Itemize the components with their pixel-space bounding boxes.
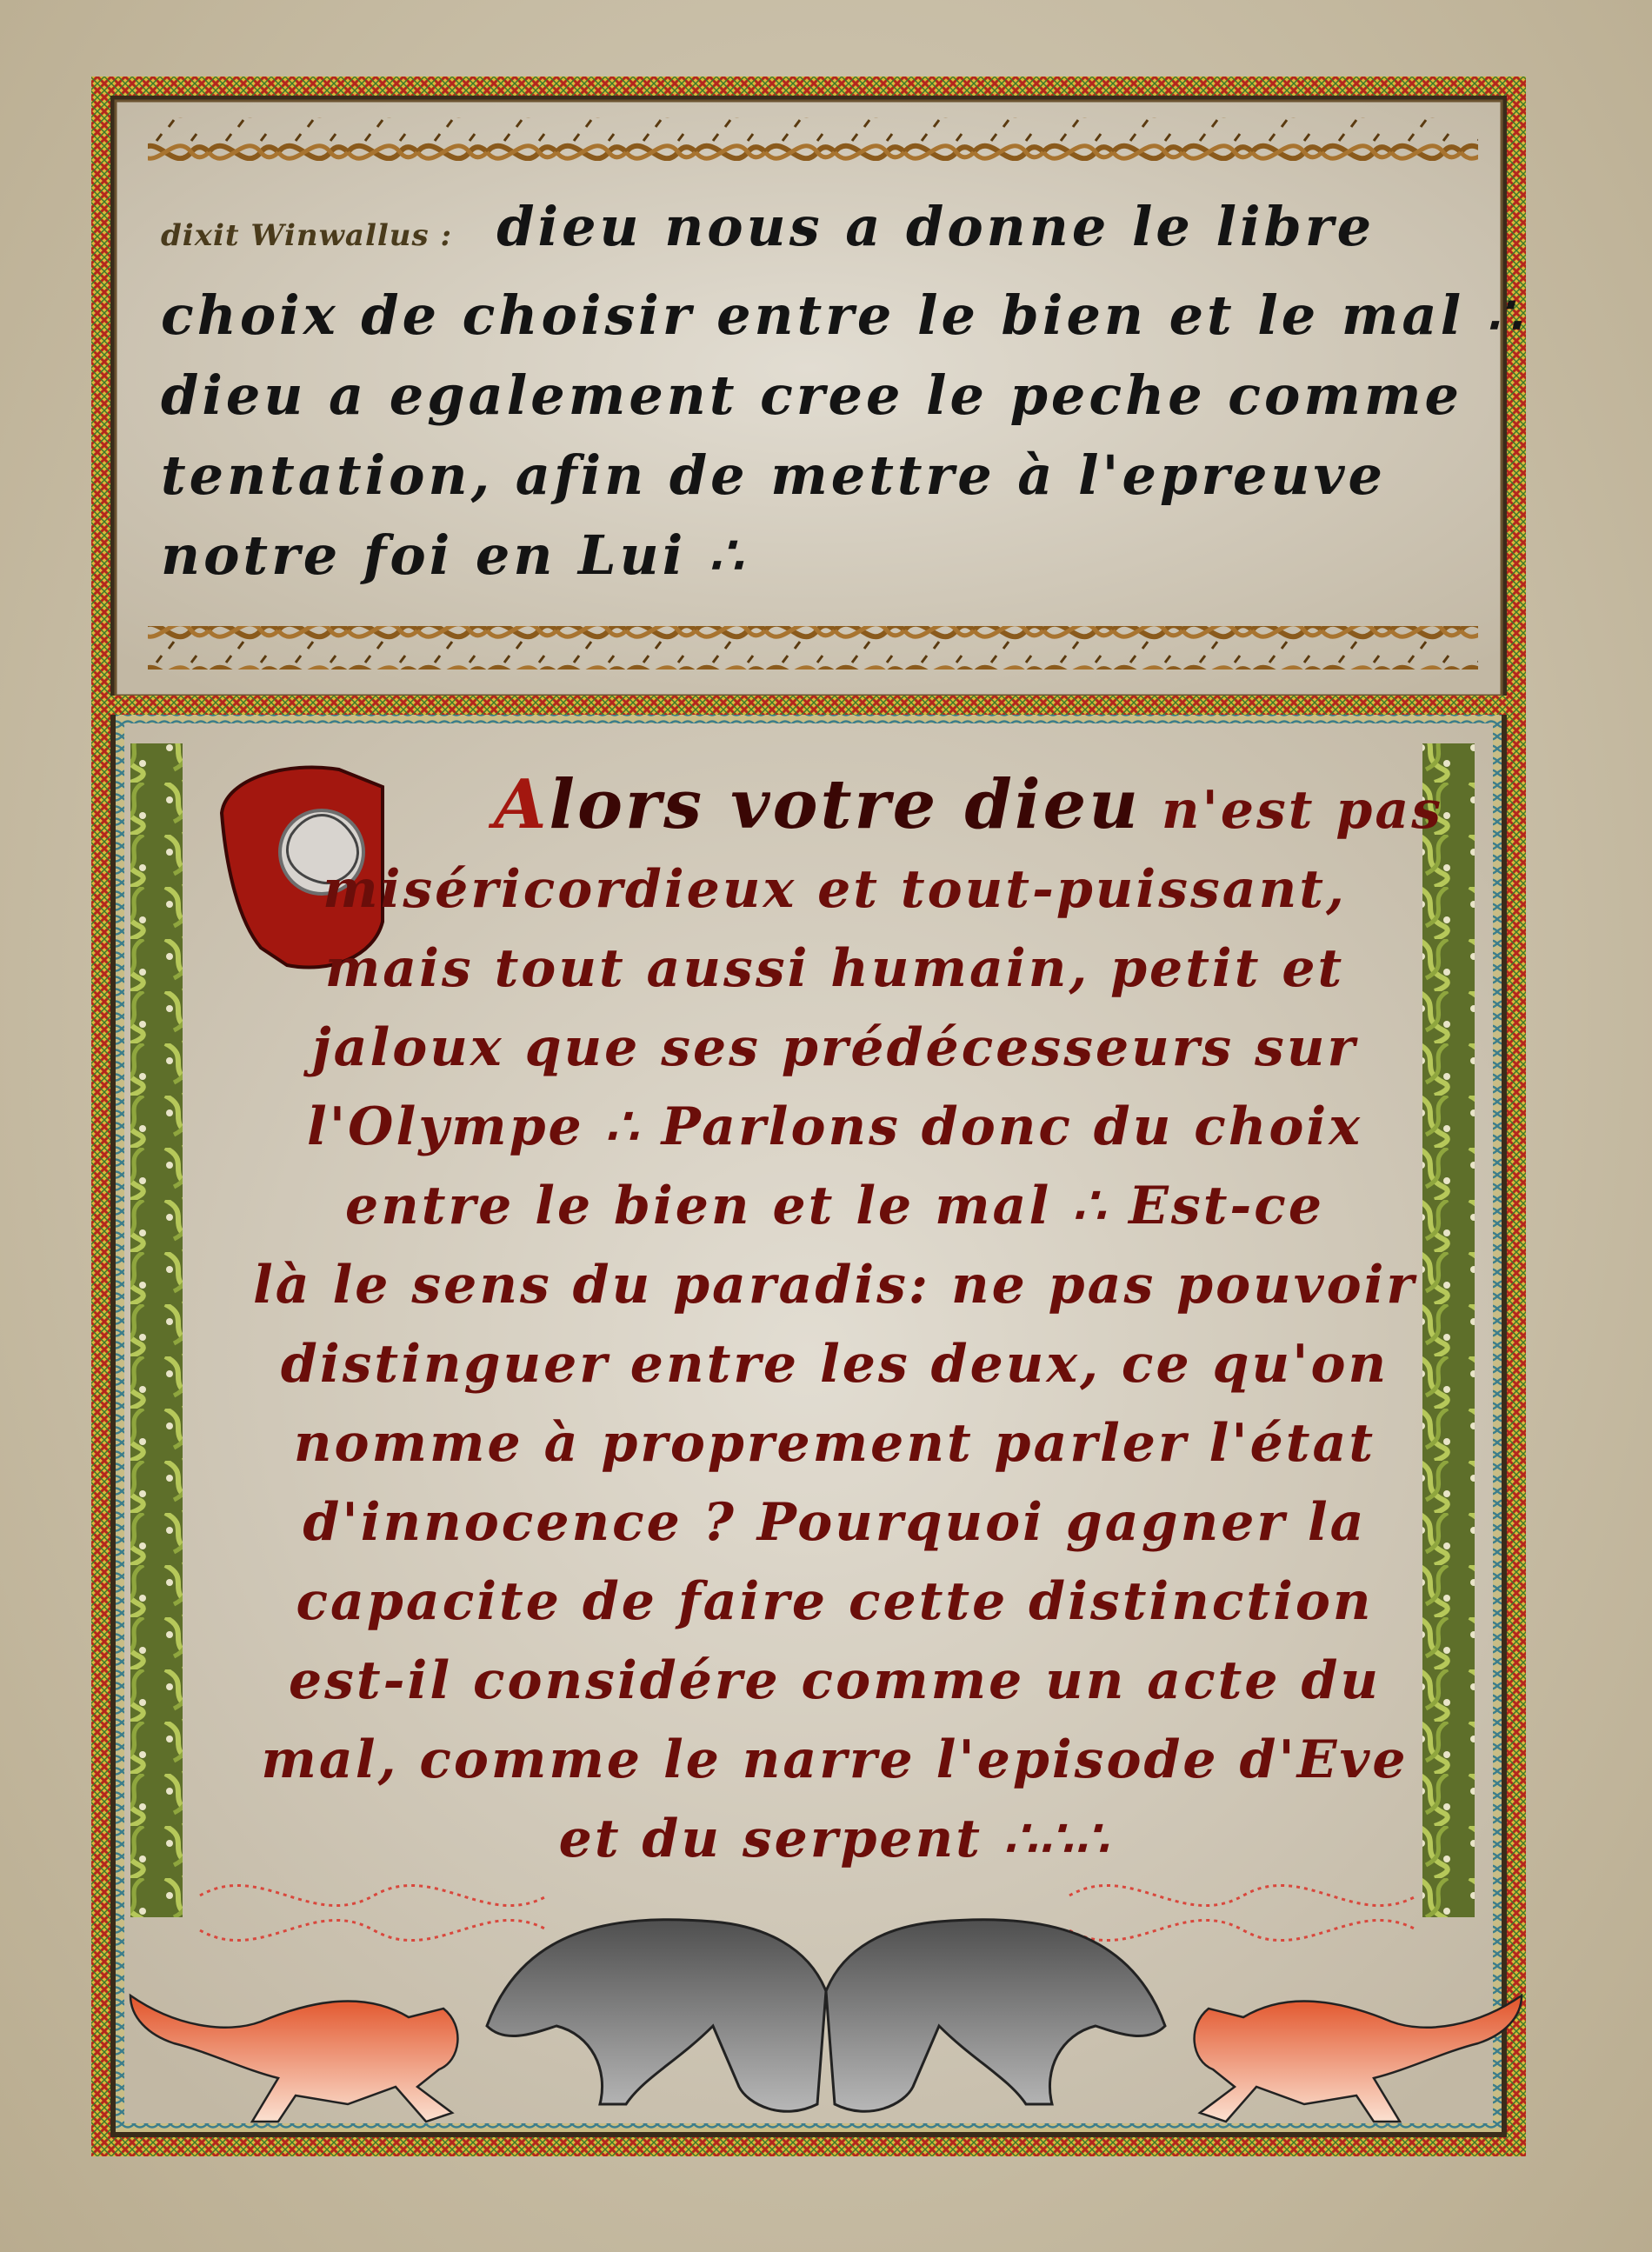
bottom-text-line: miséricordieux et tout-puissant,	[323, 859, 1347, 920]
bottom-text-line: est-il considére comme un acte du	[288, 1650, 1382, 1711]
top-text-line: dieu a egalement cree le peche comme	[161, 363, 1462, 427]
top-text-line: notre foi en Lui ∴	[161, 523, 747, 587]
bottom-text-line: mais tout aussi humain, petit et	[324, 938, 1345, 999]
top-text-line: choix de choisir entre le bien et le mal ∴	[161, 283, 1525, 347]
bottom-text-line: et du serpent ∴∴∴	[558, 1809, 1111, 1869]
bottom-text-line: capacite de faire cette distinction	[296, 1571, 1374, 1632]
bottom-text-line: entre le bien et le mal ∴ Est-ce	[344, 1176, 1325, 1236]
bottom-text-line: là le sens du paradis: ne pas pouvoir	[252, 1255, 1417, 1316]
top-text-line: dieu nous a donne le libre	[496, 195, 1376, 258]
top-text-line: tentation, afin de mettre à l'epreuve	[161, 443, 1386, 507]
initial-letter: A	[493, 765, 550, 844]
bottom-text-line: n'est pas	[1161, 780, 1443, 841]
bottom-text-line: jaloux que ses prédécesseurs sur	[311, 1017, 1358, 1078]
bottom-reply	[226, 765, 1443, 1879]
bottom-text-line: distinguer entre les deux, ce qu'on	[280, 1334, 1389, 1395]
bottom-line-1	[226, 765, 1443, 850]
bottom-text-line: l'Olympe ∴ Parlons donc du choix	[307, 1096, 1362, 1157]
bottom-text-line: mal, comme le narre l'episode d'Eve	[261, 1729, 1409, 1790]
speaker-label: dixit Winwallus :	[161, 218, 453, 253]
lead-phrase: lors votre dieu	[549, 765, 1141, 844]
top-line-1	[161, 187, 1482, 276]
bottom-text-line: nomme à proprement parler l'état	[293, 1413, 1376, 1474]
bottom-text-line: d'innocence ? Pourquoi gagner la	[303, 1492, 1367, 1553]
top-quote	[161, 187, 1525, 596]
